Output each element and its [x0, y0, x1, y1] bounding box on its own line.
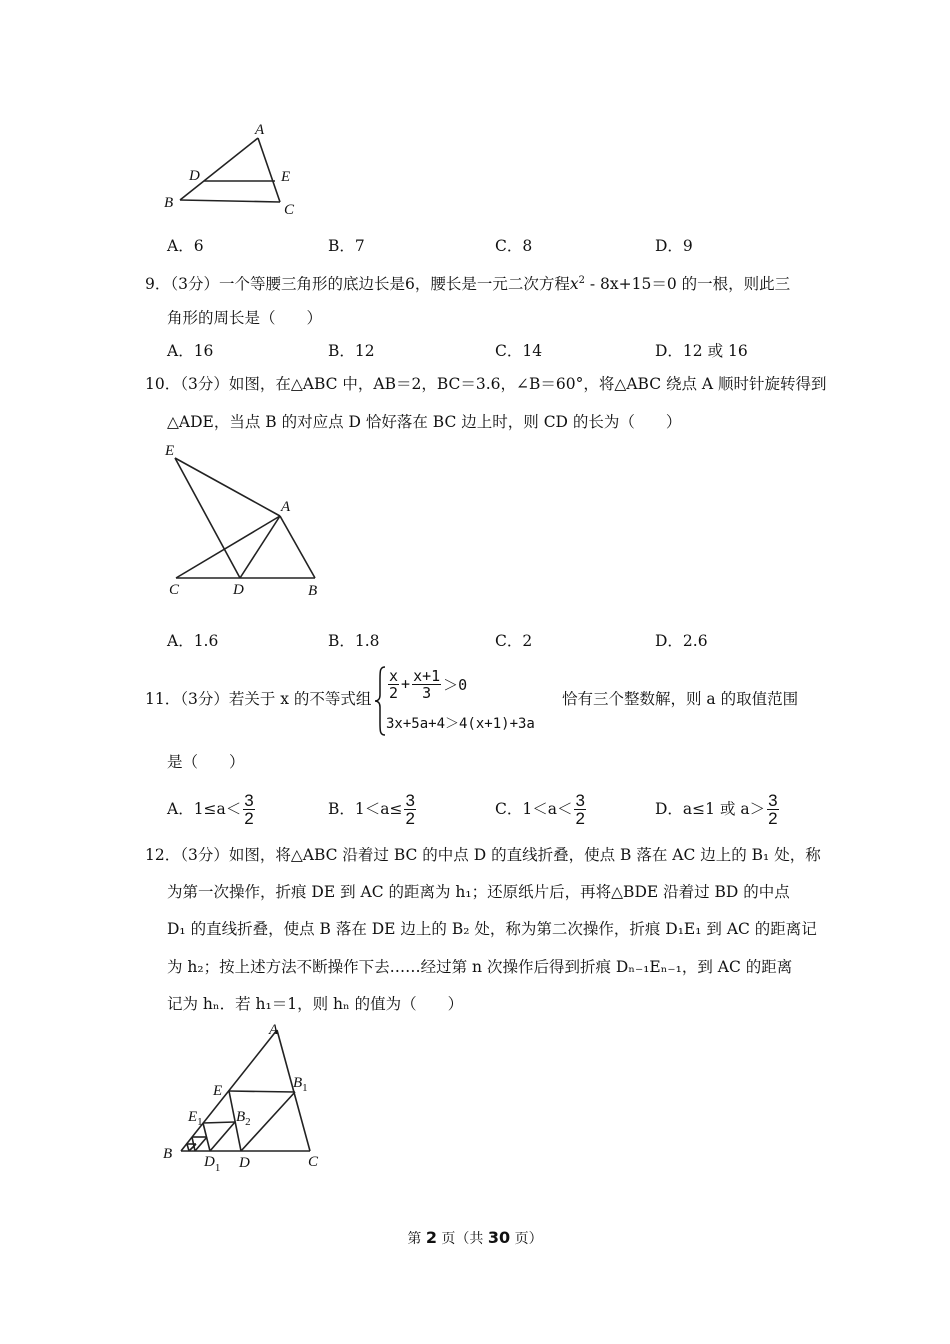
side-ac	[258, 138, 280, 202]
q12-stem-line5: 记为 hₙ．若 h₁＝1，则 hₙ 的值为（ ）	[167, 995, 464, 1013]
footer-post: 页）	[510, 1231, 543, 1247]
frac2-denominator: 3	[422, 683, 432, 702]
segment-3b	[195, 1137, 207, 1151]
q10-option-c[interactable]: C．2	[495, 632, 533, 650]
option-a-numerator: 3	[244, 790, 254, 810]
crease-4	[187, 1144, 189, 1151]
left-brace	[374, 665, 386, 737]
side-ad	[240, 516, 280, 578]
inequality-2: 3x+5a+4＞4(x+1)+3a	[386, 716, 535, 732]
q11-stem-post: 恰有三个整数解，则 a 的取值范围	[562, 690, 799, 708]
q8-option-c[interactable]: C．8	[495, 237, 533, 255]
q10-figure	[160, 436, 340, 606]
q9-stem-post: - 8x+15＝0 的一根，则此三	[584, 275, 791, 294]
label-d1	[203, 1154, 220, 1174]
inequality-1-rhs: ＞0	[443, 675, 468, 694]
q9-option-b[interactable]: B．12	[328, 342, 375, 360]
q12-stem-line4: 为 h₂；按上述方法不断操作下去……经过第 n 次操作后得到折痕 Dₙ₋₁Eₙ₋₁，到 AC 的距离	[167, 958, 793, 976]
q9-var-x: x	[569, 275, 579, 294]
footer-page-number: 2	[425, 1228, 437, 1247]
q9-stem-line1	[145, 271, 790, 294]
q10-option-d[interactable]: D．2.6	[655, 632, 708, 650]
page-footer	[0, 1228, 950, 1248]
q10-stem-line2: △ADE，当点 B 的对应点 D 恰好落在 BC 边上时，则 CD 的长为（ ）	[167, 413, 682, 431]
q9-option-c[interactable]: C．14	[495, 342, 543, 360]
label-c: C	[284, 202, 295, 218]
label-d: D	[189, 168, 200, 184]
label-b2-main: B	[236, 1109, 246, 1125]
frac1-denominator: 2	[389, 683, 399, 702]
frac2-numerator: x+1	[413, 666, 441, 685]
q11-option-b[interactable]	[328, 788, 418, 830]
q11-option-d[interactable]	[655, 788, 781, 830]
q9-option-d[interactable]: D．12 或 16	[655, 342, 748, 360]
label-b1-main: B	[293, 1075, 303, 1091]
q10-option-a[interactable]: A．1.6	[167, 632, 219, 650]
label-c: C	[169, 582, 180, 598]
label-a: A	[281, 499, 291, 515]
label-e: E	[165, 443, 175, 459]
q9-exponent: 2	[578, 275, 585, 286]
side-bc	[180, 200, 280, 202]
label-a: A	[255, 122, 265, 138]
option-b-numerator: 3	[405, 790, 415, 810]
label-e1-sub: 1	[197, 1116, 203, 1128]
label-d1-sub: 1	[214, 1162, 221, 1174]
q12-figure	[155, 1020, 335, 1180]
q11-stem-pre: 11．（3分）若关于 x 的不等式组	[145, 690, 372, 708]
q8-option-a[interactable]: A．6	[167, 237, 204, 255]
label-d: D	[239, 1155, 250, 1171]
label-b: B	[164, 195, 174, 211]
footer-total-pages: 30	[487, 1228, 511, 1247]
option-a-denominator: 2	[244, 808, 254, 828]
side-ab	[280, 516, 315, 578]
q10-option-b[interactable]: B．1.8	[328, 632, 380, 650]
label-e: E	[281, 169, 291, 185]
footer-mid: 页（共	[436, 1231, 488, 1247]
option-c-text: C．1＜a＜	[495, 800, 573, 818]
label-b: B	[163, 1146, 173, 1162]
footer-pre: 第	[407, 1231, 426, 1247]
option-d-text: D．a≤1 或 a＞	[655, 800, 766, 818]
label-b: B	[308, 583, 318, 599]
option-c-denominator: 2	[575, 808, 585, 828]
q8-figure	[160, 118, 310, 218]
option-b-text: B．1＜a≤	[328, 800, 403, 818]
option-c-numerator: 3	[575, 790, 585, 810]
label-b2	[236, 1109, 251, 1128]
label-b2-sub: 2	[245, 1116, 251, 1128]
option-b-denominator: 2	[405, 808, 415, 828]
side-ab	[181, 1030, 277, 1151]
q12-stem-line1: 12．（3分）如图，将△ABC 沿着过 BC 的中点 D 的直线折叠，使点 B 落在 AC 边上的 B₁ 处，称	[145, 846, 821, 864]
q9-stem-pre: 9．（3分）一个等腰三角形的底边长是6，腰长是一元二次方程	[145, 275, 570, 294]
label-a: A	[269, 1022, 279, 1038]
segment-d1b2	[210, 1122, 235, 1151]
q9-option-a[interactable]: A．16	[167, 342, 214, 360]
q8-option-d[interactable]: D．9	[655, 237, 693, 255]
frac1-numerator: x	[389, 666, 399, 685]
q12-stem-line3: D₁ 的直线折叠，使点 B 落在 DE 边上的 B₂ 处，称为第二次操作，折痕 D₁E₁ 到 AC 的距离记	[167, 920, 817, 938]
q11-option-c[interactable]	[495, 788, 588, 830]
label-d: D	[233, 582, 244, 598]
option-d-numerator: 3	[768, 790, 778, 810]
side-ca	[176, 516, 280, 578]
q8-option-b[interactable]: B．7	[328, 237, 365, 255]
option-d-denominator: 2	[768, 808, 778, 828]
label-b1	[293, 1075, 308, 1094]
label-b1-sub: 1	[302, 1082, 308, 1094]
segment-e1b2	[203, 1122, 235, 1123]
q11-option-a[interactable]	[167, 788, 257, 830]
label-e1-main: E	[188, 1109, 198, 1125]
q11-stem-line2: 是（ ）	[167, 753, 245, 771]
q12-stem-line2: 为第一次操作，折痕 DE 到 AC 的距离为 h₁；还原纸片后，再将△BDE 沿着过 BD 的中点	[167, 883, 790, 901]
label-e1	[187, 1109, 203, 1128]
plus-sign: +	[401, 675, 411, 693]
q11-inequality-system	[374, 664, 564, 738]
segment-eb1	[229, 1091, 295, 1092]
label-d1-main: D	[204, 1154, 215, 1170]
option-a-text: A．1≤a＜	[167, 800, 242, 818]
label-c: C	[308, 1154, 319, 1170]
label-e: E	[213, 1083, 223, 1099]
q9-stem-line2: 角形的周长是（ ）	[167, 309, 323, 327]
inequality-1	[386, 666, 467, 702]
q10-stem-line1: 10．（3分）如图，在△ABC 中，AB＝2，BC＝3.6，∠B＝60°，将△ABC 绕点 A 顺时针旋转得到	[145, 375, 827, 393]
